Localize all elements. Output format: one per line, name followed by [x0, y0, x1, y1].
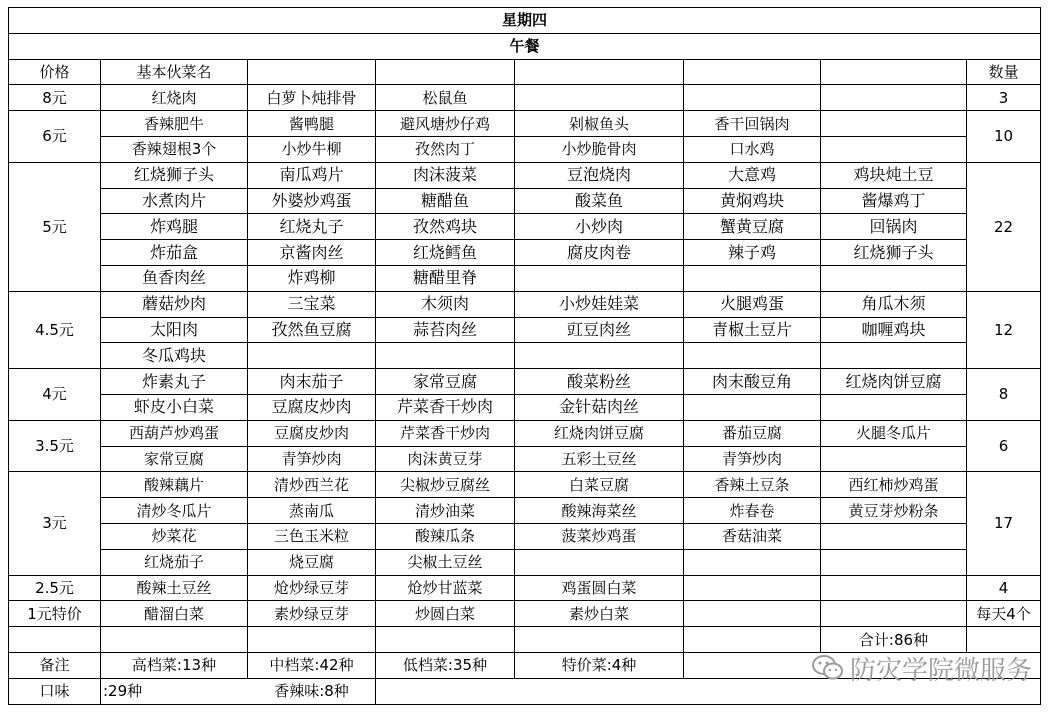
dish-cell	[515, 549, 684, 575]
dish-cell	[821, 549, 967, 575]
dish-cell: 白萝卜炖排骨	[248, 85, 376, 111]
dish-cell: 炸素丸子	[101, 369, 248, 395]
dish-cell	[376, 343, 515, 369]
menu-row	[9, 162, 1041, 188]
dish-cell: 三色玉米粒	[248, 523, 376, 549]
dish-cell: 炸春卷	[684, 498, 821, 524]
count-cell: 3	[967, 85, 1041, 111]
dish-cell: 清炒油菜	[376, 498, 515, 524]
price-cell: 6元	[9, 111, 101, 163]
taste-item: 香辣味:8种	[248, 678, 376, 704]
menu-row	[9, 575, 1041, 601]
dish-cell: 豇豆肉丝	[515, 317, 684, 343]
dish-cell: 素炒白菜	[515, 601, 684, 627]
dish-cell: 芹菜香干炒肉	[376, 394, 515, 420]
dish-cell: 清炒冬瓜片	[101, 498, 248, 524]
dish-cell: 黄豆芽炒粉条	[821, 498, 967, 524]
dish-cell: 鱼香肉丝	[101, 265, 248, 291]
dish-cell: 炒圆白菜	[376, 601, 515, 627]
menu-row	[9, 343, 1041, 369]
dish-cell: 炝炒甘蓝菜	[376, 575, 515, 601]
dish-cell: 芹菜香干炒肉	[376, 420, 515, 446]
dish-cell: 孜然鸡块	[376, 214, 515, 240]
dish-cell: 腐皮肉卷	[515, 240, 684, 266]
day-title: 星期四	[9, 8, 1041, 34]
dish-cell: 西红柿炒鸡蛋	[821, 472, 967, 498]
menu-row	[9, 549, 1041, 575]
dish-cell: 外婆炒鸡蛋	[248, 188, 376, 214]
price-cell: 4.5元	[9, 291, 101, 368]
dish-cell: 辣子鸡	[684, 240, 821, 266]
dish-cell: 香菇油菜	[684, 523, 821, 549]
dish-cell	[515, 343, 684, 369]
menu-row	[9, 394, 1041, 420]
dish-cell: 回锅肉	[821, 214, 967, 240]
dish-cell	[821, 111, 967, 137]
count-cell: 12	[967, 291, 1041, 368]
menu-row	[9, 265, 1041, 291]
dish-cell: 炸鸡腿	[101, 214, 248, 240]
dish-cell	[821, 85, 967, 111]
dish-cell: 烧豆腐	[248, 549, 376, 575]
price-cell: 8元	[9, 85, 101, 111]
header-price: 价格	[9, 59, 101, 85]
dish-cell: 酱爆鸡丁	[821, 188, 967, 214]
menu-row	[9, 369, 1041, 395]
dish-cell: 鸡块炖土豆	[821, 162, 967, 188]
dish-cell: 红烧肉	[101, 85, 248, 111]
dish-cell: 豆腐皮炒肉	[248, 394, 376, 420]
dish-cell: 红烧丸子	[248, 214, 376, 240]
dish-cell: 剁椒鱼头	[515, 111, 684, 137]
menu-row	[9, 523, 1041, 549]
dish-cell: 松鼠鱼	[376, 85, 515, 111]
dish-cell	[684, 85, 821, 111]
dish-cell: 红烧茄子	[101, 549, 248, 575]
dish-cell: 大意鸡	[684, 162, 821, 188]
menu-row	[9, 472, 1041, 498]
watermark	[812, 650, 1032, 686]
count-cell: 每天4个	[967, 601, 1041, 627]
menu-row	[9, 188, 1041, 214]
dish-cell: 蒸南瓜	[248, 498, 376, 524]
dish-cell: 火腿冬瓜片	[821, 420, 967, 446]
price-cell: 4元	[9, 369, 101, 421]
dish-cell: 青笋炒肉	[684, 446, 821, 472]
dish-cell: 火腿鸡蛋	[684, 291, 821, 317]
count-cell: 17	[967, 472, 1041, 575]
dish-cell: 金针菇肉丝	[515, 394, 684, 420]
dish-cell: 清炒西兰花	[248, 472, 376, 498]
taste-label: 口味	[9, 678, 101, 704]
dish-cell: 酸菜粉丝	[515, 369, 684, 395]
dish-cell	[821, 265, 967, 291]
menu-row	[9, 214, 1041, 240]
dish-cell: 避风塘炒仔鸡	[376, 111, 515, 137]
dish-cell: 醋溜白菜	[101, 601, 248, 627]
dish-cell: 三宝菜	[248, 291, 376, 317]
count-cell: 10	[967, 111, 1041, 163]
dish-cell: 角瓜木须	[821, 291, 967, 317]
dish-cell	[515, 265, 684, 291]
dish-cell: 白菜豆腐	[515, 472, 684, 498]
dish-cell	[684, 601, 821, 627]
dish-cell: 家常豆腐	[376, 369, 515, 395]
menu-row	[9, 601, 1041, 627]
dish-cell: 水煮肉片	[101, 188, 248, 214]
dish-cell: 小炒娃娃菜	[515, 291, 684, 317]
dish-cell: 香辣翅根3个	[101, 136, 248, 162]
dish-cell: 京酱肉丝	[248, 240, 376, 266]
dish-cell	[515, 85, 684, 111]
dish-cell	[821, 575, 967, 601]
dish-cell: 孜然肉丁	[376, 136, 515, 162]
dish-cell: 鸡蛋圆白菜	[515, 575, 684, 601]
menu-row	[9, 136, 1041, 162]
dish-cell: 青椒土豆片	[684, 317, 821, 343]
dish-cell: 黄焖鸡块	[684, 188, 821, 214]
taste-item: :29种	[101, 678, 248, 704]
price-cell: 3元	[9, 472, 101, 575]
dish-cell	[684, 575, 821, 601]
dish-cell	[684, 549, 821, 575]
watermark-text: 防灾学院微服务	[850, 655, 1033, 686]
dish-cell	[821, 136, 967, 162]
dish-cell	[684, 265, 821, 291]
dish-cell: 木须肉	[376, 291, 515, 317]
wechat-icon	[812, 654, 844, 682]
dish-cell: 蟹黄豆腐	[684, 214, 821, 240]
header-row	[9, 59, 1041, 85]
dish-cell: 孜然鱼豆腐	[248, 317, 376, 343]
count-cell: 6	[967, 420, 1041, 472]
notes-item: 低档菜:35种	[376, 652, 515, 678]
dish-cell: 香辣土豆条	[684, 472, 821, 498]
dish-cell: 红烧鳕鱼	[376, 240, 515, 266]
dish-cell: 太阳肉	[101, 317, 248, 343]
dish-cell: 尖椒炒豆腐丝	[376, 472, 515, 498]
dish-cell: 炸茄盒	[101, 240, 248, 266]
menu-row	[9, 291, 1041, 317]
notes-item: 高档菜:13种	[101, 652, 248, 678]
notes-label: 备注	[9, 652, 101, 678]
menu-row	[9, 111, 1041, 137]
dish-cell	[821, 523, 967, 549]
dish-cell: 肉末茄子	[248, 369, 376, 395]
price-cell: 3.5元	[9, 420, 101, 472]
dish-cell: 肉沫黄豆芽	[376, 446, 515, 472]
dish-cell: 口水鸡	[684, 136, 821, 162]
dish-cell: 肉沫菠菜	[376, 162, 515, 188]
dish-cell	[821, 394, 967, 420]
dish-cell: 西葫芦炒鸡蛋	[101, 420, 248, 446]
dish-cell: 番茄豆腐	[684, 420, 821, 446]
dish-cell: 酸辣瓜条	[376, 523, 515, 549]
dish-cell: 素炒绿豆芽	[248, 601, 376, 627]
header-count: 数量	[967, 59, 1041, 85]
price-cell: 5元	[9, 162, 101, 291]
notes-item: 中档菜:42种	[248, 652, 376, 678]
dish-cell: 南瓜鸡片	[248, 162, 376, 188]
menu-row	[9, 240, 1041, 266]
dish-cell: 家常豆腐	[101, 446, 248, 472]
menu-row	[9, 498, 1041, 524]
dish-cell: 菠菜炒鸡蛋	[515, 523, 684, 549]
dish-cell: 香干回锅肉	[684, 111, 821, 137]
dish-cell: 肉末酸豆角	[684, 369, 821, 395]
dish-cell: 咖喱鸡块	[821, 317, 967, 343]
dish-cell: 冬瓜鸡块	[101, 343, 248, 369]
dish-cell: 蘑菇炒肉	[101, 291, 248, 317]
dish-cell: 红烧肉饼豆腐	[821, 369, 967, 395]
dish-cell: 酸菜鱼	[515, 188, 684, 214]
menu-row	[9, 317, 1041, 343]
price-cell: 1元特价	[9, 601, 101, 627]
dish-cell	[821, 446, 967, 472]
menu-row	[9, 420, 1041, 446]
count-cell: 8	[967, 369, 1041, 421]
dish-cell: 尖椒土豆丝	[376, 549, 515, 575]
dish-cell: 小炒牛柳	[248, 136, 376, 162]
dish-cell: 炝炒绿豆芽	[248, 575, 376, 601]
menu-row	[9, 85, 1041, 111]
total-cell: 合计:86种	[821, 627, 967, 653]
dish-cell: 炒菜花	[101, 523, 248, 549]
dish-cell: 香辣肥牛	[101, 111, 248, 137]
count-cell: 22	[967, 162, 1041, 291]
dish-cell: 豆腐皮炒肉	[248, 420, 376, 446]
menu-table	[8, 7, 1041, 705]
dish-cell	[684, 343, 821, 369]
dish-cell: 红烧肉饼豆腐	[515, 420, 684, 446]
dish-cell: 豆泡烧肉	[515, 162, 684, 188]
count-cell: 4	[967, 575, 1041, 601]
dish-cell: 酸辣土豆丝	[101, 575, 248, 601]
dish-cell	[821, 601, 967, 627]
notes-item: 特价菜:4种	[515, 652, 684, 678]
dish-cell	[248, 343, 376, 369]
dish-cell: 酱鸭腿	[248, 111, 376, 137]
dish-cell: 青笋炒肉	[248, 446, 376, 472]
dish-cell: 酸辣藕片	[101, 472, 248, 498]
menu-row	[9, 446, 1041, 472]
dish-cell: 红烧狮子头	[821, 240, 967, 266]
dish-cell: 酸辣海菜丝	[515, 498, 684, 524]
dish-cell: 蒜苔肉丝	[376, 317, 515, 343]
dish-cell: 小炒脆骨肉	[515, 136, 684, 162]
dish-cell: 小炒肉	[515, 214, 684, 240]
dish-cell: 红烧狮子头	[101, 162, 248, 188]
dish-cell: 虾皮小白菜	[101, 394, 248, 420]
dish-cell	[684, 394, 821, 420]
dish-cell: 炸鸡柳	[248, 265, 376, 291]
header-dish: 基本伙菜名	[101, 59, 248, 85]
dish-cell	[821, 343, 967, 369]
dish-cell: 糖醋鱼	[376, 188, 515, 214]
price-cell: 2.5元	[9, 575, 101, 601]
dish-cell: 五彩土豆丝	[515, 446, 684, 472]
meal-title: 午餐	[9, 33, 1041, 59]
dish-cell: 糖醋里脊	[376, 265, 515, 291]
